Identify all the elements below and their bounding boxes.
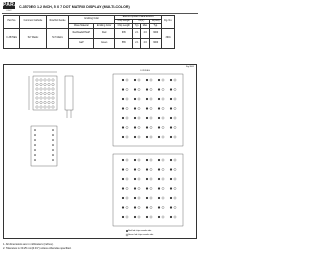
company-logo: PARA [3,2,18,8]
schematic-dot [150,136,152,138]
schematic-dot [146,159,148,161]
spec-table [3,15,175,49]
matrix-dot [52,88,54,90]
th-iv-typ: Typ. [150,24,162,28]
schematic-dot [126,187,128,189]
th-rowcol: Row/Col Anode [46,16,69,29]
schematic-dot [122,126,124,128]
schematic-dot [134,206,136,208]
schematic-dot [162,107,164,109]
schematic-dot [146,136,148,138]
schematic-dot [158,178,160,180]
schematic-dot [146,88,148,90]
pin-dot [52,144,54,146]
th-common: Common Cathode [20,16,46,29]
schematic-bottom [113,154,183,226]
matrix-dot [44,92,46,94]
cell-rowcol: 5x7 Matrix [46,28,69,48]
schematic-dot [122,178,124,180]
schematic-dot [122,117,124,119]
schematic-dot [134,187,136,189]
schematic-dot [170,216,172,218]
cell-vftyp-1: 2.1 [133,28,141,38]
matrix-dot [40,106,42,108]
th-material: Emitting Color [94,24,115,28]
schematic-dot [126,206,128,208]
schematic-dot [158,98,160,100]
schematic-dot [174,168,176,170]
matrix-dot [40,88,42,90]
schematic-dot [170,159,172,161]
schematic-dot [150,197,152,199]
matrix-dot [36,79,38,81]
schematic-dot [174,98,176,100]
th-vf: VF(V) [133,20,150,24]
schematic-title: C-3570EG [140,70,150,72]
schematic-dot [162,178,164,180]
schematic-dot [150,88,152,90]
th-typ: Typ. [134,24,140,27]
schematic-dot [158,126,160,128]
cell-wave-1: 635 [115,28,133,38]
schematic-dot [138,126,140,128]
schematic-dot [170,79,172,81]
schematic-dot [174,159,176,161]
matrix-dot [44,106,46,108]
schematic-dot [146,187,148,189]
schematic-dot [150,216,152,218]
schematic-dot [134,168,136,170]
schematic-dot [170,107,172,109]
schematic-dot [134,88,136,90]
schematic-dot [174,126,176,128]
schematic-dot [126,117,128,119]
schematic-dot [150,126,152,128]
cell-vfmax-2: 2.6 [141,38,150,48]
matrix-dot [48,79,50,81]
schematic-dot [150,98,152,100]
schematic-dot [174,107,176,109]
matrix-dot [36,88,38,90]
schematic-dot [126,168,128,170]
schematic-dot [170,136,172,138]
matrix-dot [44,79,46,81]
schematic-dot [138,88,140,90]
schematic-dot [170,206,172,208]
matrix-dot [40,101,42,103]
cell-wave-2: 565 [115,38,133,48]
schematic-dot [162,216,164,218]
schematic-dot [126,197,128,199]
schematic-dot [122,197,124,199]
figure-label: Fig.3901 [186,66,195,68]
cell-color-1: Red/GaAsP/GaP [69,28,94,38]
cell-common: 5x7 Matrix [20,28,46,48]
schematic-dot [150,168,152,170]
schematic-dot [150,187,152,189]
schematic-dot [158,168,160,170]
matrix-dot [48,97,50,99]
schematic-dot [126,178,128,180]
schematic-dot [174,216,176,218]
schematic-dot [138,216,140,218]
schematic-dot [146,107,148,109]
matrix-dot [36,83,38,85]
cell-vftyp-2: 2.1 [133,38,141,48]
matrix-dot [40,97,42,99]
th-chip: Chip Length [115,20,133,24]
note-1: 1. All dimensions are in millimeters (inches). [3,243,54,246]
schematic-dot [134,79,136,81]
matrix-dot [36,97,38,99]
schematic-dot [134,197,136,199]
schematic-dot [134,98,136,100]
schematic-dot [158,136,160,138]
schematic-dot [162,197,164,199]
pin-dot [52,139,54,141]
schematic-dot [158,117,160,119]
schematic-dot [122,88,124,90]
schematic-dot [138,136,140,138]
schematic-dot [162,98,164,100]
th-fig-no: Fig. No. [162,16,175,29]
schematic-dot [146,197,148,199]
schematic-dot [170,197,172,199]
th-max: Max. [142,24,148,27]
schematic-dot [162,117,164,119]
schematic-dot [134,216,136,218]
document-title: C-3570EG 1.2 INCH, 5 X 7 DOT MATRIX DISPLAY (MULTI-COLOR) [19,5,130,9]
schematic-dot [138,79,140,81]
legend-red: Red led chips anode side [128,229,152,232]
schematic-dot [138,107,140,109]
th-color: Wave Material [69,24,94,28]
th-wave: Chip Length [115,24,133,28]
schematic-dot [138,187,140,189]
schematic-dot [134,159,136,161]
schematic-dot [126,107,128,109]
schematic-dot [162,126,164,128]
schematic-dot [162,79,164,81]
schematic-dot [134,178,136,180]
pin-view [31,126,57,166]
schematic-dot [146,98,148,100]
matrix-dot [40,92,42,94]
schematic-dot [158,187,160,189]
schematic-dot [158,107,160,109]
front-view [29,72,57,110]
pin-dot [34,134,36,136]
schematic-dot [150,178,152,180]
matrix-dot [52,101,54,103]
schematic-dot [174,206,176,208]
schematic-dot [174,178,176,180]
schematic-dot [126,79,128,81]
th-iv: Iv(mcd) [150,20,162,24]
pin-dot [52,159,54,161]
schematic-dot [146,178,148,180]
cell-fig: 3901 [162,28,175,48]
schematic-dot [146,206,148,208]
cell-part: C-3570EG [4,28,20,48]
schematic-dot [150,79,152,81]
schematic-dot [138,168,140,170]
cell-iv-1: 3000 [150,28,162,38]
pin-dot [52,154,54,156]
cell-vfmax-1: 2.6 [141,28,150,38]
schematic-dot [146,117,148,119]
schematic-dot [162,159,164,161]
pin-dot [52,134,54,136]
header-divider [2,13,198,14]
matrix-dot [44,97,46,99]
cell-iv-2: 3000 [150,38,162,48]
matrix-dot [52,79,54,81]
matrix-dot [48,106,50,108]
pin-dot [34,154,36,156]
schematic-dot [126,136,128,138]
schematic-dot [162,136,164,138]
schematic-dot [162,88,164,90]
schematic-dot [126,216,128,218]
pin-dot [34,129,36,131]
legend-green: Green led chips anode side [128,233,154,236]
matrix-dot [36,92,38,94]
schematic-dot [134,126,136,128]
matrix-dot [44,83,46,85]
schematic-dot [170,117,172,119]
schematic-dot [174,79,176,81]
schematic-dot [158,216,160,218]
schematic-dot [122,79,124,81]
package-drawing [3,64,197,239]
schematic-dot [174,187,176,189]
schematic-dot [126,88,128,90]
cell-material-2: Green [94,38,115,48]
pin-dot [34,144,36,146]
pin-dot [34,159,36,161]
schematic-dot [158,88,160,90]
note-2: 2. Tolerance is ±0.25 mm(0.01") unless otherwise specified. [3,247,72,250]
schematic-dot [138,197,140,199]
schematic-top [113,74,183,146]
schematic-dot [150,107,152,109]
schematic-dot [126,126,128,128]
schematic-dot [122,98,124,100]
schematic-dot [150,159,152,161]
schematic-dot [170,187,172,189]
schematic-dot [138,159,140,161]
schematic-dot [162,187,164,189]
matrix-dot [40,83,42,85]
schematic-dot [146,168,148,170]
matrix-dot [48,92,50,94]
schematic-dot [170,178,172,180]
th-part-no: Part No. [4,16,20,29]
company-logo-sub: LIGHT [6,9,12,12]
schematic-dot [174,88,176,90]
schematic-dot [122,168,124,170]
side-view [65,76,73,118]
schematic-dot [170,126,172,128]
schematic-dot [170,88,172,90]
schematic-dot [150,206,152,208]
schematic-dot [170,168,172,170]
schematic-dot [150,117,152,119]
schematic-dot [146,216,148,218]
schematic-dot [126,159,128,161]
cell-material-1: Red [94,28,115,38]
schematic-dot [162,206,164,208]
schematic-dot [134,107,136,109]
matrix-dot [44,101,46,103]
schematic-dot [138,117,140,119]
matrix-dot [36,106,38,108]
schematic-dot [146,79,148,81]
matrix-dot [48,101,50,103]
schematic-dot [158,197,160,199]
schematic-dot [122,216,124,218]
schematic-dot [122,136,124,138]
matrix-dot [52,106,54,108]
schematic-dot [170,98,172,100]
schematic-dot [158,206,160,208]
matrix-dot [52,83,54,85]
matrix-dot [48,83,50,85]
schematic-dot [174,197,176,199]
th-electro-optical: Electro-Optical Characteristics [115,16,162,20]
schematic-dot [126,98,128,100]
schematic-dot [174,117,176,119]
pin-dot [34,149,36,151]
schematic-dot [158,159,160,161]
schematic-dot [138,178,140,180]
schematic-dot [134,136,136,138]
schematic-dot [158,79,160,81]
schematic-dot [122,206,124,208]
matrix-dot [44,88,46,90]
cell-color-2: GaP [69,38,94,48]
schematic-dot [122,107,124,109]
matrix-dot [36,101,38,103]
schematic-dot [138,206,140,208]
schematic-dot [162,168,164,170]
pin-dot [34,139,36,141]
schematic-dot [174,136,176,138]
matrix-dot [52,97,54,99]
schematic-dot [146,126,148,128]
pin-dot [52,149,54,151]
pin-dot [52,129,54,131]
schematic-dot [122,159,124,161]
th-emitting: Emitting Color [69,16,115,24]
schematic-dot [122,187,124,189]
matrix-dot [40,79,42,81]
schematic-dot [138,98,140,100]
schematic-dot [134,117,136,119]
matrix-dot [52,92,54,94]
matrix-dot [48,88,50,90]
